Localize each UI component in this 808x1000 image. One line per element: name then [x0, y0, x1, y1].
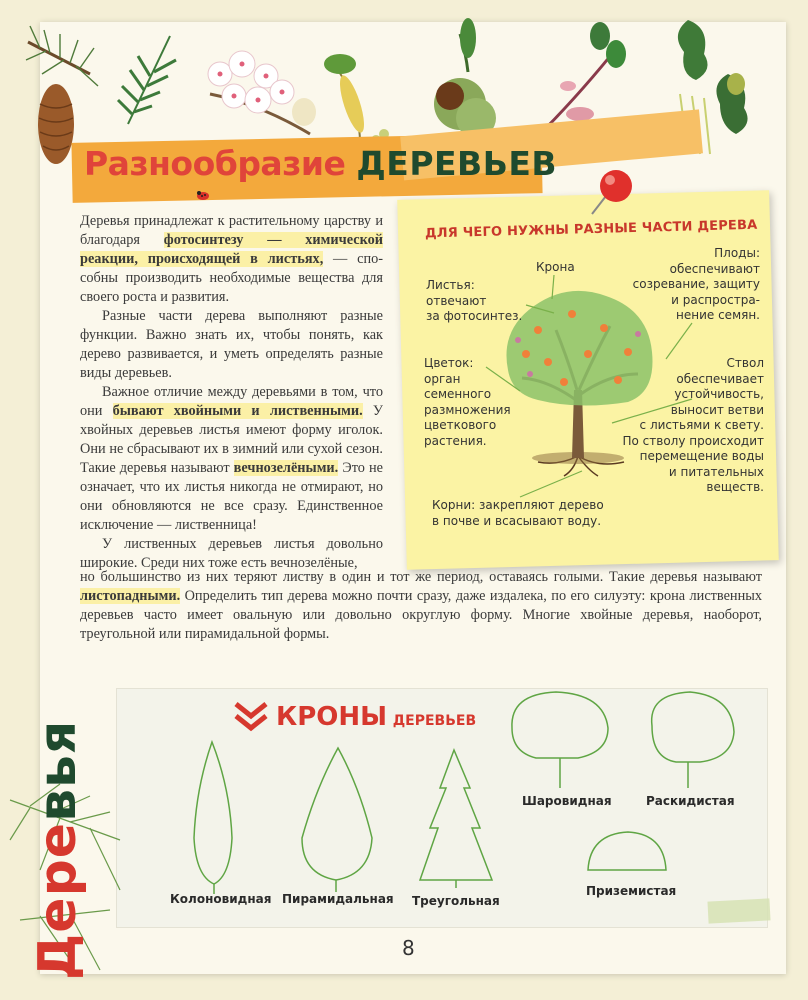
page-number: 8 — [402, 936, 415, 960]
crown-label-spreading: Раскидистая — [646, 794, 735, 808]
paragraph-1: Деревья принадлежат к растительному царству и благодаря фотосинтезу — химической реакции, происходящей в листьях, — способны производить необходимые вещества для своего роста и развития. — [80, 213, 384, 305]
chestnut-icon — [434, 18, 496, 138]
intro-text — [80, 212, 383, 573]
squat-crown-icon — [588, 832, 666, 870]
linden-leaf-icon — [324, 54, 389, 145]
columnar-crown-icon — [194, 742, 232, 884]
label-leaves: Листья: отвечают за фотосинтез. — [426, 278, 523, 323]
label-crown: Крона — [536, 260, 575, 274]
spherical-crown-icon — [512, 692, 608, 758]
blossom-branch-icon — [208, 51, 316, 134]
crown-label-spherical: Шаровидная — [522, 794, 612, 808]
triangular-crown-icon — [420, 750, 492, 880]
pyramidal-crown-icon — [302, 748, 372, 880]
crown-label-triangular: Треугольная — [412, 894, 500, 908]
label-trunk: Ствол обеспечивает устойчивость, выносит ветви с листьями к свету. По стволу происходит перемещение воды и питательных веществ. — [622, 356, 764, 494]
card-title: ДЛЯ ЧЕГО НУЖНЫ РАЗНЫЕ ЧАСТИ ДЕРЕВА — [424, 217, 758, 242]
crowns-title: КРОНЫ ДЕРЕВЬЕВ — [276, 702, 477, 732]
crown-label-squat: Приземистая — [586, 884, 677, 898]
label-roots: Корни: закрепляют дерево в почве и всасывают воду. — [432, 498, 604, 528]
paragraph-3: Важное отличие между деревьями в том, что они бывают хвойными и лиственными. У хвойных деревьев листья имеют форму иголок. Они не сбрасывают их в зимний или сухой сезон. Такие деревья называют вечнозелёными. Это не означает, что их листья никогда не отмирают, но они обновляются не все сразу. Единственное исключение — лиственница! — [80, 384, 383, 533]
section-side-label: Деревья — [28, 719, 88, 980]
fir-branch-icon — [118, 36, 176, 124]
label-flower: Цветок: орган семенного размножения цветкового растения. — [424, 356, 511, 448]
paragraph-2: Разные части дерева выполняют разные функции. Важно знать их, чтобы понять, как дерево развивается, и уметь определять разные виды деревьев. — [80, 308, 383, 381]
ladybug-icon — [196, 190, 210, 200]
paragraph-4-start: У лиственных деревьев листья довольно широкие. Среди них тоже есть вечнозелёные, — [80, 536, 383, 571]
label-fruits: Плоды: обеспечивают созревание, защиту и распростра- нение семян. — [632, 246, 760, 322]
spreading-crown-icon — [652, 692, 734, 762]
crown-label-columnar: Колоновидная — [170, 892, 272, 906]
paragraph-4-continued: но большинство из них теряют листву в один и тот же период, оставаясь голыми. Такие деревья называют листопадными. Определить тип дерева можно почти сразу, даже издалека, по его силуэту: крона лиственных деревьев часто имеет овальную или довольно округлую форму. Многие хвойные деревья, наоборот, треугольной или пирамидальной формы. — [80, 569, 762, 642]
page-title: Разнообразие ДЕРЕВЬЕВ — [84, 144, 558, 183]
crown-label-pyramidal: Пирамидальная — [282, 892, 394, 906]
